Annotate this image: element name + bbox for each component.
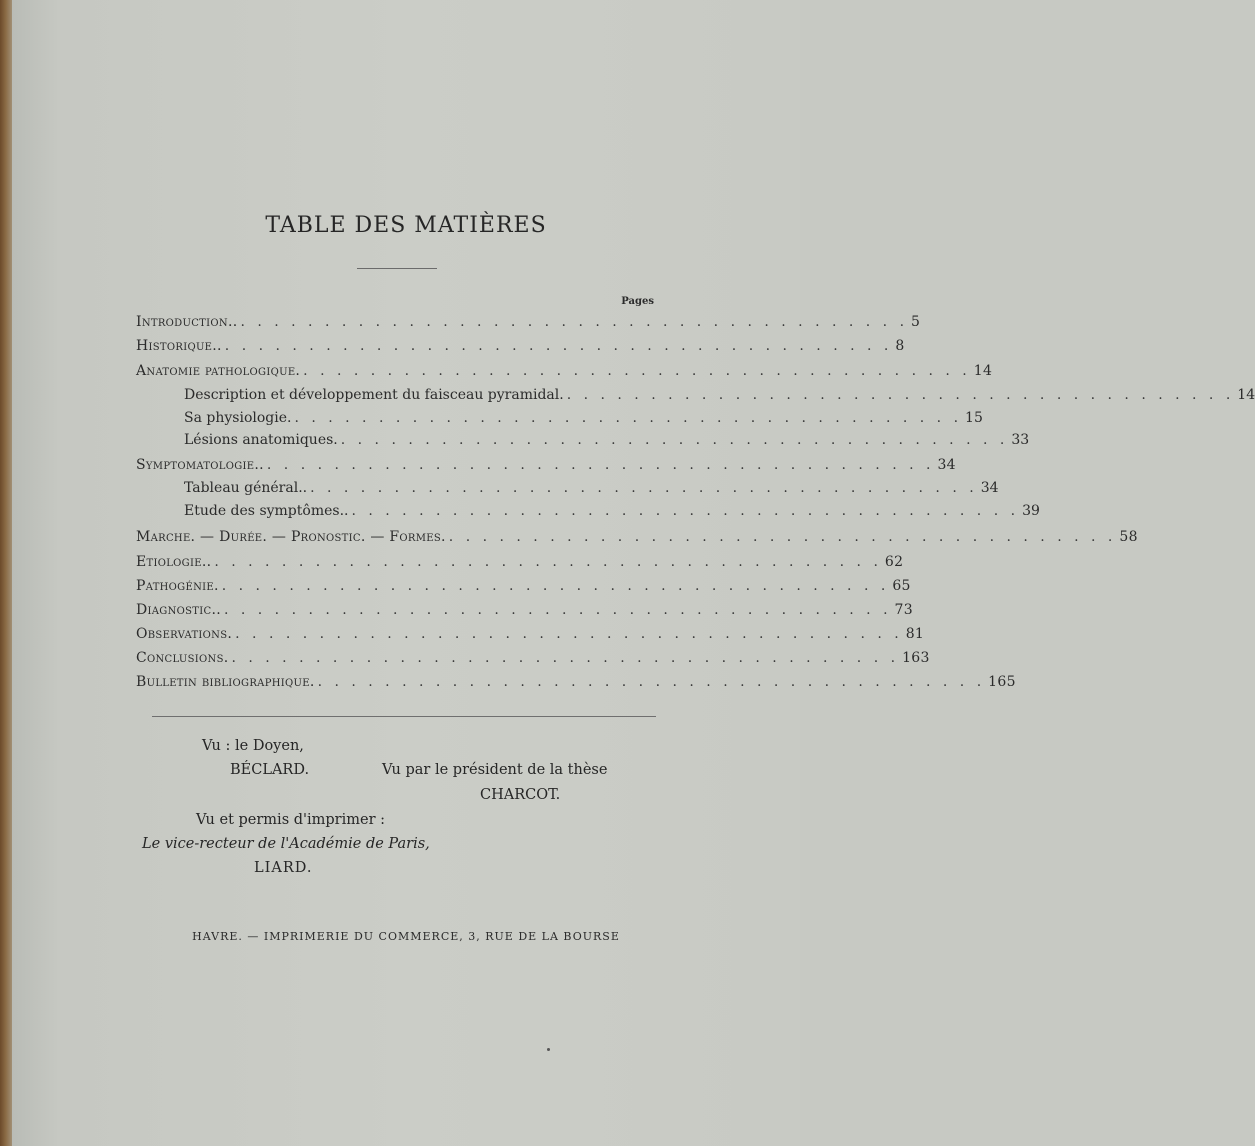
- toc-label: Diagnostic..: [136, 602, 221, 618]
- vu-president-line: Vu par le président de la thèse: [382, 762, 608, 778]
- pages-column-header: Pages: [621, 296, 654, 307]
- toc-leader: . . . . . . . . . . . . . . . . . . . . . . . . . . . . . . . . . . . . . . . .: [224, 338, 893, 354]
- toc-label: Introduction..: [136, 314, 238, 330]
- document-page: [12, 0, 1255, 1146]
- toc-label: Marche. — Durée. — Pronostic. — Formes.: [136, 529, 446, 545]
- toc-leader: . . . . . . . . . . . . . . . . . . . . . . . . . . . . . . . . . . . . . . . .: [566, 387, 1235, 403]
- toc-leader: . . . . . . . . . . . . . . . . . . . . . . . . . . . . . . . . . . . . . . . .: [303, 363, 971, 379]
- toc-page: 8: [895, 338, 905, 354]
- toc-leader: . . . . . . . . . . . . . . . . . . . . . . . . . . . . . . . . . . . . . . . .: [231, 650, 900, 666]
- title-divider: [357, 268, 437, 269]
- toc-label: Etude des symptômes..: [184, 503, 349, 519]
- toc-page: 65: [892, 578, 911, 594]
- toc-leader: . . . . . . . . . . . . . . . . . . . . . . . . . . . . . . . . . . . . . . . .: [214, 554, 882, 570]
- toc-entry: [136, 529, 1138, 551]
- toc-page: 14: [1237, 387, 1255, 403]
- toc-leader: . . . . . . . . . . . . . . . . . . . . . . . . . . . . . . . . . . . . . . . .: [351, 503, 1020, 519]
- toc-page: 33: [1011, 432, 1030, 448]
- toc-entry: [184, 410, 983, 432]
- toc-label: Lésions anatomiques.: [184, 432, 338, 448]
- toc-page: 39: [1022, 503, 1040, 519]
- permis-line: Vu et permis d'imprimer :: [196, 812, 386, 828]
- toc-label: Pathogénie.: [136, 578, 219, 594]
- doyen-name: BÉCLARD.: [230, 762, 310, 778]
- toc-label: Historique..: [136, 338, 222, 354]
- toc-entry: [136, 338, 905, 360]
- toc-label: Symptomatologie..: [136, 457, 264, 473]
- toc-label: Anatomie pathologique.: [136, 363, 301, 379]
- toc-page: 5: [911, 314, 921, 330]
- printer-footer: HAVRE. — IMPRIMERIE DU COMMERCE, 3, RUE DE LA BOURSE: [192, 930, 620, 943]
- toc-page: 165: [988, 674, 1016, 690]
- toc-leader: . . . . . . . . . . . . . . . . . . . . . . . . . . . . . . . . . . . . . . . .: [266, 457, 935, 473]
- toc-entry: [136, 363, 993, 385]
- toc-leader: . . . . . . . . . . . . . . . . . . . . . . . . . . . . . . . . . . . . . . . .: [223, 602, 892, 618]
- toc-entry: [184, 480, 999, 502]
- toc-page: 58: [1119, 529, 1138, 545]
- page-title: TABLE DES MATIÈRES: [265, 213, 547, 238]
- toc-label: Observations.: [136, 626, 233, 642]
- president-name: CHARCOT.: [480, 787, 561, 803]
- toc-entry: [136, 457, 956, 479]
- toc-entry: [136, 602, 913, 624]
- toc-label: Tableau général..: [184, 480, 308, 496]
- toc-label: Sa physiologie.: [184, 410, 292, 426]
- toc-page: 62: [884, 554, 904, 570]
- recteur-line: Le vice-recteur de l'Académie de Paris,: [142, 836, 430, 852]
- toc-page: 15: [965, 410, 983, 426]
- toc-label: Description et développement du faisceau pyramidal.: [184, 387, 564, 403]
- toc-entry: [184, 432, 1030, 454]
- toc-page: 81: [905, 626, 925, 642]
- toc-entry: [184, 503, 1040, 525]
- toc-label: Bulletin bibliographique.: [136, 674, 315, 690]
- toc-page: 73: [894, 602, 913, 618]
- toc-page: 34: [980, 480, 999, 496]
- toc-leader: . . . . . . . . . . . . . . . . . . . . . . . . . . . . . . . . . . . . . . . .: [294, 410, 963, 426]
- recteur-name: LIARD.: [254, 860, 313, 876]
- ink-speck: [547, 1048, 550, 1051]
- toc-page: 14: [973, 363, 993, 379]
- toc-entry: [136, 314, 921, 336]
- toc-entry: [184, 387, 1255, 409]
- toc-label: Conclusions.: [136, 650, 229, 666]
- toc-leader: . . . . . . . . . . . . . . . . . . . . . . . . . . . . . . . . . . . . . . . .: [310, 480, 978, 496]
- toc-leader: . . . . . . . . . . . . . . . . . . . . . . . . . . . . . . . . . . . . . . . .: [221, 578, 890, 594]
- toc-entry: [136, 650, 930, 672]
- toc-page: 34: [937, 457, 956, 473]
- toc-entry: [136, 674, 1016, 696]
- toc-entry: [136, 626, 925, 648]
- toc-leader: . . . . . . . . . . . . . . . . . . . . . . . . . . . . . . . . . . . . . . . .: [240, 314, 909, 330]
- toc-leader: . . . . . . . . . . . . . . . . . . . . . . . . . . . . . . . . . . . . . . . .: [235, 626, 903, 642]
- section-divider: [152, 716, 656, 717]
- toc-label: Etiologie..: [136, 554, 212, 570]
- vu-doyen-line: Vu : le Doyen,: [202, 738, 304, 754]
- toc-entry: [136, 578, 911, 600]
- toc-page: 163: [902, 650, 930, 666]
- toc-leader: . . . . . . . . . . . . . . . . . . . . . . . . . . . . . . . . . . . . . . . .: [448, 529, 1117, 545]
- toc-leader: . . . . . . . . . . . . . . . . . . . . . . . . . . . . . . . . . . . . . . . .: [317, 674, 986, 690]
- toc-leader: . . . . . . . . . . . . . . . . . . . . . . . . . . . . . . . . . . . . . . . .: [340, 432, 1009, 448]
- toc-entry: [136, 554, 904, 576]
